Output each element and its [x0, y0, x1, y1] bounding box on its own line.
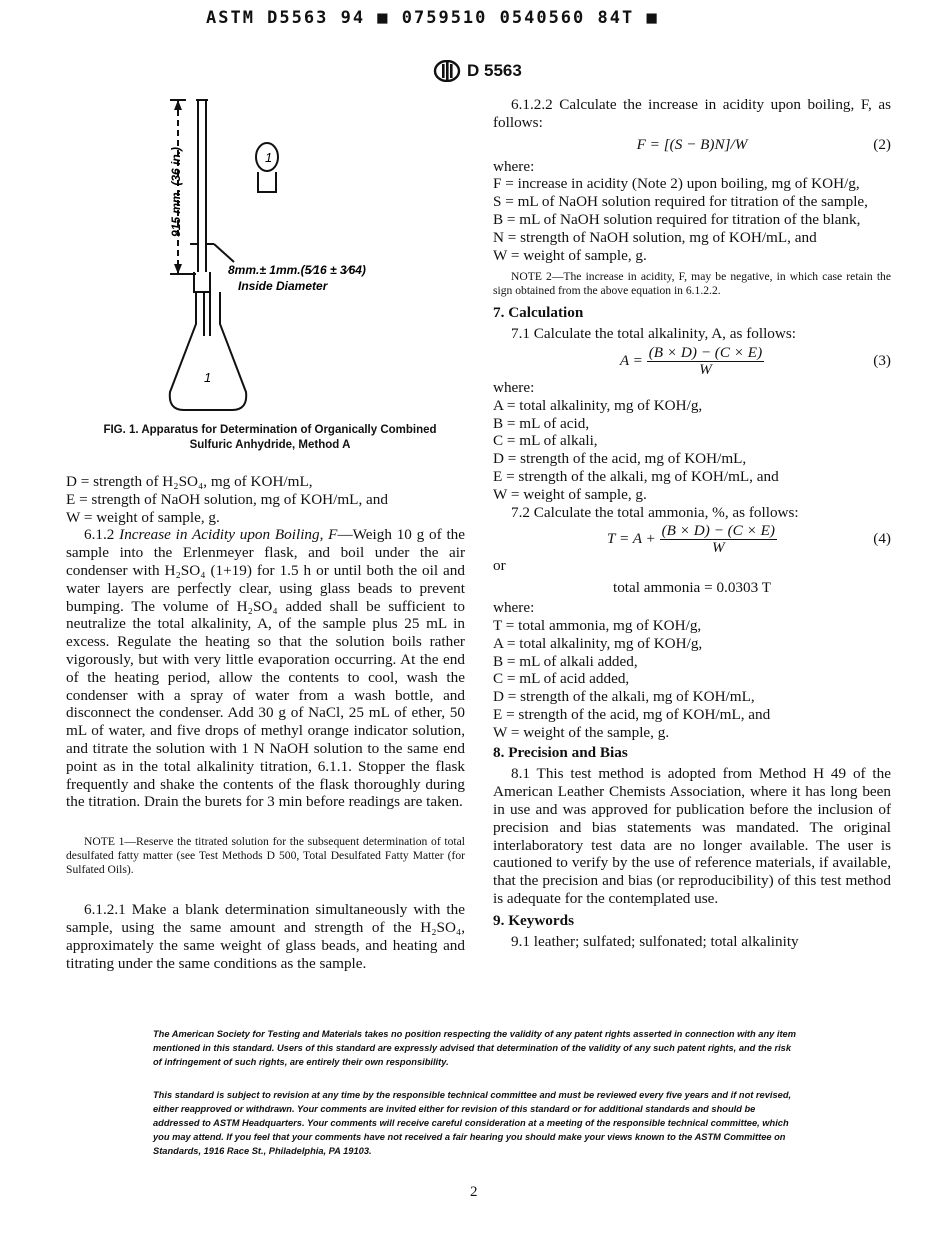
right-column [493, 96, 891, 951]
diameter-dimension-label: 8mm.± 1mm.(5⁄16 ± 3⁄64) [228, 263, 366, 277]
definition-item: F = increase in acidity (Note 2) upon boiling, mg of KOH/g, [493, 175, 860, 193]
patent-notice: The American Society for Testing and Materials takes no position respecting the validity of any patent rights asserted in connection with any item mentioned in this standard. Users of this standard are expressly advised that determination of the validity of any such patent rights, and the risk of infringement of such rights, are entirely their own responsibility. [153, 1029, 796, 1067]
equation-5: total ammonia = 0.0303 T [612, 579, 772, 597]
designation: D 5563 [467, 61, 522, 80]
page-number: 2 [470, 1184, 478, 1200]
paragraph-title: Increase in Acidity upon Boiling, F [119, 526, 338, 544]
definition-item: C = mL of alkali, [493, 432, 598, 450]
definition-item: W = weight of the sample, g. [493, 723, 670, 741]
paragraph-6-1-2: 6.1.2 Increase in Acidity upon Boiling, F—Weigh 10 g of the sample into the Erlenmeyer flask, and boil under the air condenser with H₂SO₄ (1+19) for 1.5 h or until both the oil and water layers are perfectly clear, using glass beads to prevent bumping. The volume of H₂SO₄ added shall be sufficient to neutralize the total alkalinity, A, of the sample plus 25 mL in excess. Regulate the heating so that the solution boils rather vigorously, but with very little evaporation occurring. At the end of the heating period, allow the contents to cool, wash the condenser with a spray of water from a wash bottle, and disconnect the condenser. Add 30 g of NaCl, 25 mL of ether, 50 mL of water, and five drops of methyl orange indicator solution, and titrate the solution with 1 N NaOH solution to the same end point as in the total alkalinity titration, 6.1.1. Stopper the flask frequently and shake the contents of the flask thoroughly during the titration. Drain the burets for 3 min before readings are taken. [66, 526, 465, 811]
definition-item: D = strength of the alkali, mg of KOH/mL, [493, 688, 755, 706]
document-id-line: ASTM D5563 94 ■ 0759510 0540560 84T ■ [206, 8, 659, 28]
left-column [66, 473, 465, 972]
section-9-heading: 9. Keywords [493, 911, 574, 929]
definition-item: B = mL of NaOH solution required for titration of the blank, [493, 210, 861, 228]
inside-diameter-label: Inside Diameter [238, 279, 328, 293]
page-header [433, 60, 522, 82]
definition-item: A = total alkalinity, mg of KOH/g, [493, 396, 703, 414]
definition-item: B = mL of alkali added, [493, 652, 638, 670]
note-2: NOTE 2—The increase in acidity, F, may be negative, in which case retain the sign obtained from the above equation in 6.1.2.2. [493, 270, 891, 298]
equation-3: A = $\frac{(B \times D) - (C \times E)}{W}$ (3) [619, 343, 891, 378]
equation-4: T = A + $\frac{(B \times D) - (C \times E)}{W}$ (4) [606, 522, 891, 557]
stopper-part-label: 1 [265, 150, 273, 165]
definition-item: W = weight of sample, g. [493, 485, 647, 503]
definition-item: B = mL of acid, [493, 414, 590, 432]
definition-item: T = total ammonia, mg of KOH/g, [493, 616, 702, 634]
paragraph-6-1-2-2: 6.1.2.2 Calculate the increase in acidity upon boiling, F, as follows: [493, 96, 891, 131]
section-8-heading: 8. Precision and Bias [493, 743, 628, 761]
flask-part-label: 1 [204, 370, 212, 385]
paragraph-9-1: 9.1 leather; sulfated; sulfonated; total alkalinity [511, 933, 799, 951]
where-label: where: [493, 157, 535, 175]
definition-item: C = mL of acid added, [493, 670, 630, 688]
paragraph-7-2: 7.2 Calculate the total ammonia, %, as follows: [511, 503, 799, 521]
paragraph-7-1: 7.1 Calculate the total alkalinity, A, as follows: [511, 325, 796, 343]
where-label: where: [493, 599, 535, 617]
where-label: where: [493, 378, 535, 396]
definition-w: W = weight of sample, g. [66, 508, 220, 526]
or-label: or [493, 557, 506, 575]
paragraph-8-1: 8.1 This test method is adopted from Method H 49 of the American Leather Chemists Association, where it has long been in use and was approved for publication before the inclusion of precision and bias statements was mandated. The original interlaboratory test data are no longer available. The user is cautioned to verify by the use of reference materials, if available, that the precision and bias (or reproducibility) of this test method is adequate for the contemplated use. [493, 765, 891, 907]
apparatus-figure [150, 92, 470, 422]
revision-notice: This standard is subject to revision at any time by the responsible technical committee and must be reviewed every five years and if not revised, either reapproved or withdrawn. Your comments are invited either for revision of this standard or for additional standards and should be addressed to ASTM Headquarters. Your comments will receive careful consideration at a meeting of the responsible technical committee, which you may attend. If you feel that your comments have not received a fair hearing you should make your views known to the ASTM Committee on Standards, 1916 Race St., Philadelphia, PA 19103. [153, 1090, 792, 1156]
note-1: NOTE 1—Reserve the titrated solution for the subsequent determination of total desulfated fatty matter (see Test Methods D 500, Total Desulfated Fatty Matter (for Sulfated Oils). [66, 835, 465, 877]
figure-caption: FIG. 1. Apparatus for Determination of Organically Combined Sulfuric Anhydride, Method A [103, 424, 437, 451]
definition-item: A = total alkalinity, mg of KOH/g, [493, 634, 703, 652]
section-7-heading: 7. Calculation [493, 304, 584, 322]
definition-item: S = mL of NaOH solution required for titration of the sample, [493, 193, 868, 211]
definition-e: E = strength of NaOH solution, mg of KOH/mL, and [66, 490, 388, 508]
definition-item: N = strength of NaOH solution, mg of KOH/mL, and [493, 228, 817, 246]
definition-d: D = strength of H₂SO₄, mg of KOH/mL, [66, 473, 313, 490]
definition-item: D = strength of the acid, mg of KOH/mL, [493, 450, 747, 468]
definition-item: E = strength of the alkali, mg of KOH/mL, and [493, 467, 779, 485]
astm-logo-icon [433, 60, 461, 82]
equation-2: F = [(S − B)N]/W (2) [636, 135, 891, 153]
definition-item: W = weight of sample, g. [493, 246, 647, 264]
definition-item: E = strength of the acid, mg of KOH/mL, and [493, 705, 771, 723]
paragraph-6-1-2-1: 6.1.2.1 Make a blank determination simultaneously with the sample, using the same amount and strength of the H₂SO₄, approximately the same weight of glass beads, and heating and titrating under the same conditions as the sample. [66, 901, 465, 972]
height-dimension-label: 915 mm. (36 in.) [169, 146, 183, 238]
